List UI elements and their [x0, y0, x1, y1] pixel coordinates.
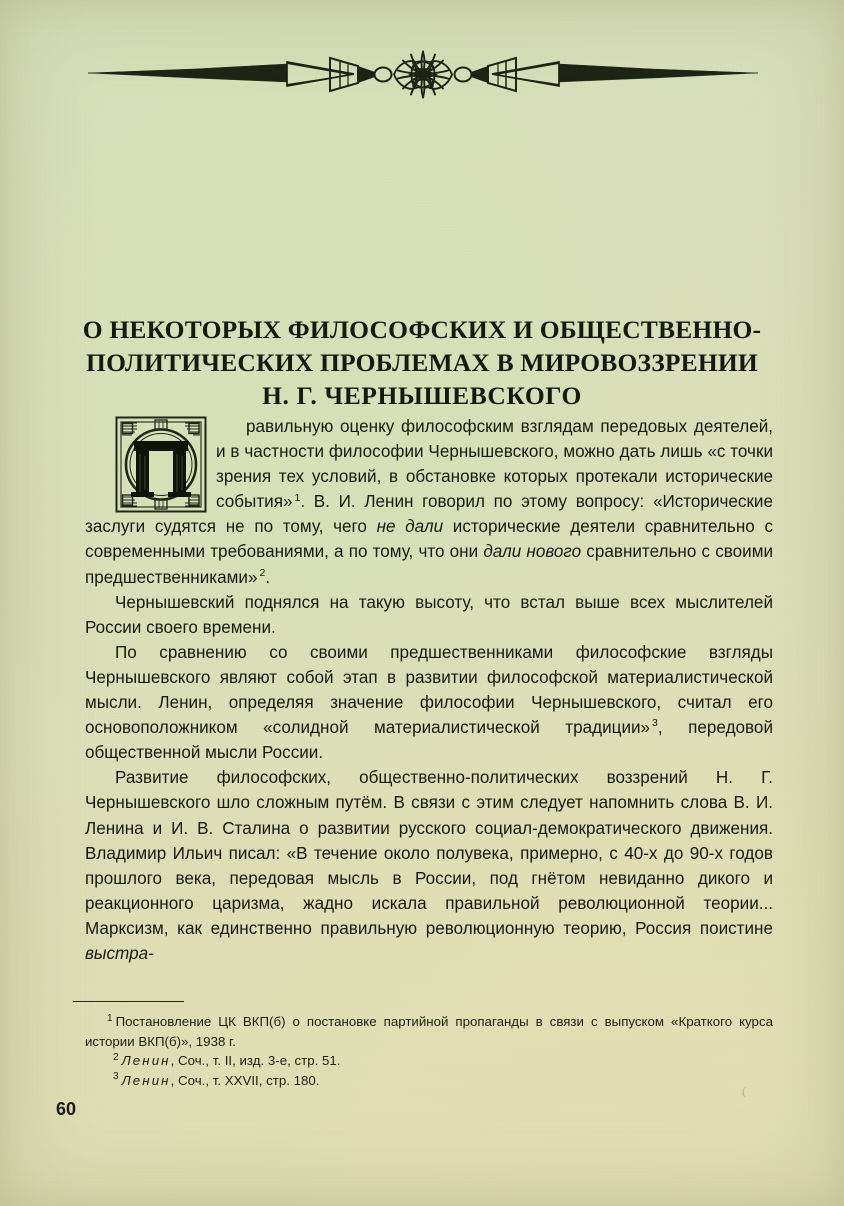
ornamental-dropcap-initial [115, 416, 207, 513]
footnote-marker-1: 1 [107, 1012, 113, 1024]
text-run: сравнительно с своими предшественниками» [85, 542, 774, 587]
footnote-item-1 [85, 1012, 773, 1051]
page-number: 60 [56, 1099, 77, 1119]
paragraph-2 [85, 590, 773, 640]
footnote-text: , Соч., т. II, изд. 3-е, стр. 51. [170, 1053, 341, 1069]
header-ornament [82, 44, 764, 100]
page-title [60, 313, 784, 412]
paragraph-4 [85, 765, 773, 966]
paragraph-3 [85, 640, 773, 765]
text-run: , передовой общественной мысли России. [85, 718, 773, 763]
footnote-separator-rule [73, 1001, 184, 1002]
text-run: Развитие философских, общественно-политических воззрений Н. Г. Чернышевского шло сложным путём. В связи с этим следует напомнить слова В. И. Ленина и И. В. Сталина о развитии русского социал-демократического движения. Владимир Ильич писал: «В течение около полувека, примерно, с 40-х до 90-х годов прошлого века, передовая мысль в России, под гнётом невиданно дикого и реакционного царизма, жадно искала правильной революционной теории... Марксизм, как единственно правильную революционную теорию, Россия поистине [85, 768, 773, 938]
footnote-ref-1[interactable]: 1 [294, 491, 301, 504]
text-run: равильную оценку философским взглядам передовых деятелей, и в частности философии Чернышевского, можно дать лишь «с точки зрения тех условий, в обстановке которых протекали исторические события» [216, 417, 773, 512]
emphasis-text: дали нового [483, 542, 582, 562]
article-body [85, 414, 773, 966]
footnote-ref-3[interactable]: 3 [652, 717, 658, 730]
footnote-ref-2[interactable]: 2 [259, 566, 266, 579]
title-line-2: ПОЛИТИЧЕСКИХ ПРОБЛЕМАХ В МИРОВОЗЗРЕНИИ [86, 348, 758, 378]
title-line-1: О НЕКОТОРЫХ ФИЛОСОФСКИХ И ОБЩЕСТВЕННО- [82, 315, 762, 345]
title-line-3: Н. Г. ЧЕРНЫШЕВСКОГО [262, 381, 582, 411]
text-run: Чернышевский поднялся на такую высоту, что встал выше всех мыслителей России своего времени. [85, 592, 773, 637]
footnote-item-3 [85, 1071, 773, 1091]
text-run: По сравнению со своими предшественниками философские взгляды Чернышевского являют собой этап в развитии философской материалистической мысли. Ленин, определяя значение философии Чернышевского, считал его основоположником «солидной материалистической традиции» [85, 642, 773, 738]
emphasis-text: не дали [376, 517, 444, 537]
emphasis-text: выстра- [85, 943, 154, 963]
text-run: . [265, 567, 271, 587]
footnote-item-2 [85, 1051, 773, 1071]
footnote-author: Ленин [121, 1053, 171, 1069]
footnote-text: , Соч., т. XXVII, стр. 180. [170, 1072, 320, 1088]
footnote-marker-3: 3 [113, 1071, 119, 1083]
footnote-text: Постановление ЦК ВКП(б) о постановке партийной пропаганды в связи с выпуском «Краткого курса истории ВКП(б)», 1938 г. [85, 1014, 773, 1049]
text-run: исторические деятели сравнительно с современными требованиями, а по тому, что они [85, 517, 773, 562]
scan-artifact-speck: ( [742, 1084, 746, 1098]
text-run: . В. И. Ленин говорил по этому вопросу: «Исторические заслуги судятся не по тому, чего [85, 492, 773, 537]
footnotes-block [85, 1012, 773, 1090]
footnote-marker-2: 2 [113, 1051, 119, 1063]
footnote-author: Ленин [121, 1072, 171, 1088]
